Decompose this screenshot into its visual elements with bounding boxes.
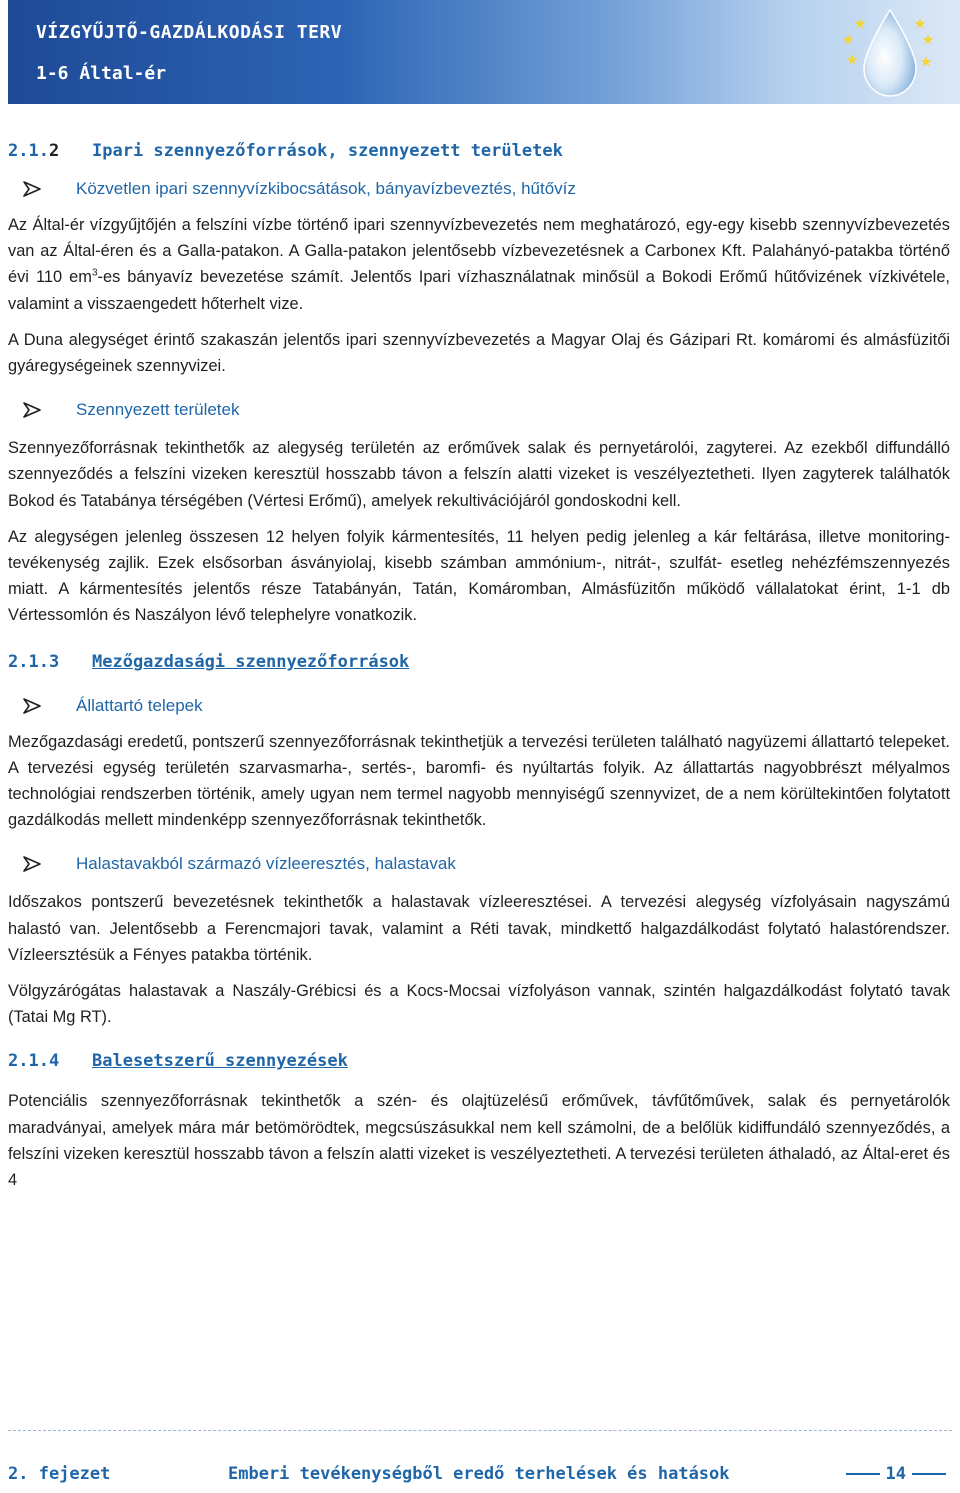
- section-2-1-3-number: 2.1.3: [8, 651, 60, 672]
- arrow-bullet-icon: [16, 399, 76, 421]
- arrow-bullet-icon: [16, 695, 76, 717]
- subheading-livestock-title: Állattartó telepek: [76, 695, 203, 715]
- paragraph-livestock: Mezőgazdasági eredetű, pontszerű szennyezőforrásnak tekinthetjük a tervezési területen található nagyüzemi állattartó telepeket. A tervezési egység területén szarvasmarha-, sertés-, baromfi- és nyúltartás folyik. Az állattartás nagyobbrészt mélyalmos technológiai rendszerben történik, amely ugyan nem termel nagyobb mennyiségű szennyvizet, de a nem körültekintően folytatott gazdálkodás mellett mindenképp szennyezőforrásnak tekinthetők.: [8, 732, 950, 830]
- subheading-contaminated-areas-title: Szennyezett területek: [76, 400, 240, 420]
- paragraph-accidental: Potenciális szennyezőforrásnak tekinthetők a szén- és olajtüzelésű erőművek, távfűtőművek, salak és pernyetárolók maradványai, amelyek mára már betömörödtek, megcsúszásukkal nem kell számolni, de a belőlük kidiffundáló szennyeződés, a felszíni vizeken keresztül hosszabb távon a felszín alatti vizeket is veszélyeztetheti. A tervezési területen áthaladó, az Által-eret és 4: [8, 1092, 950, 1190]
- superscript-3: 3: [91, 267, 98, 279]
- subheading-contaminated-areas: [16, 399, 950, 421]
- section-2-1-4-number: 2.1.4: [8, 1051, 60, 1072]
- paragraph-contaminated-2: Az alegységen jelenleg összesen 12 helyen folyik kármentesítés, 11 helyen pedig jelenleg a kár feltárása, illetve monitoring-tevékenység zajlik. Ezek elsősorban ásványiolaj, kisebb számban ammónium-, nitrát-, szulfát- esetleg nehézfémszennyezés miatt. A kármentesítés jelentős része Tatabányán, Tatán, Komáromban, Almásfüzitőn működő vállalatokat érint, 1-1 db Vértessomlón és Naszályon lévő telephelyre vonatkozik.: [8, 527, 950, 625]
- document-subtitle: 1-6 Által-ér: [36, 63, 167, 84]
- document-title: VÍZGYŰJTŐ-GAZDÁLKODÁSI TERV: [36, 22, 343, 43]
- page-footer: [8, 1464, 952, 1488]
- subheading-livestock: [16, 695, 950, 717]
- section-2-1-2-heading: [8, 140, 950, 162]
- document-header: [8, 0, 960, 104]
- eu-drop-logo-icon: [830, 4, 950, 100]
- paragraph-industrial-1-part2: -es bányavíz bevezetése számít. Jelentős Ipari vízhasználatnak minősül a Bokodi Erőmű hűtővizének vízkivétele, valamint a visszaengedett hőterhelt vize.: [8, 268, 950, 313]
- footer-title: Emberi tevékenységből eredő terhelések és hatások: [228, 1464, 730, 1484]
- section-2-1-4-heading: [8, 1050, 950, 1072]
- footer-chapter: 2. fejezet: [8, 1464, 111, 1484]
- section-number-part1: 2.1.: [8, 141, 49, 161]
- page-number: 14: [885, 1464, 906, 1484]
- arrow-bullet-icon: [16, 178, 76, 200]
- paragraph-fishponds-2: Völgyzárógátas halastavak a Naszály-Grébicsi és a Kocs-Mocsai vízfolyáson vannak, szintén halgazdálkodást folytató tavak (Tatai Mg RT).: [8, 982, 950, 1027]
- subheading-fishponds-title: Halastavakból származó vízleeresztés, halastavak: [76, 854, 456, 874]
- arrow-bullet-icon: [16, 853, 76, 875]
- paragraph-industrial-1-part1: Az Által-ér vízgyűjtőjén a felszíni vízbe történő ipari szennyvízbevezetés nem meghatározó, egy-egy kisebb szennyvízbevezetés van az Által-éren és a Galla-patakon. A Galla-patakon jelentősebb vízbevezetésnek a Carbonex Kft. Palahányó-patakba történő évi 110 em: [8, 216, 950, 287]
- footer-dash-right: [912, 1473, 946, 1475]
- paragraph-fishponds-1: Időszakos pontszerű bevezetésnek tekinthetők a halastavak vízleeresztései. A tervezési alegység vízfolyásain nagyszámú halastó van. Jelentősebb a Ferencmajori tavak, valamint a Réti tavak, mindkettő halgazdálkodást folytató halastórendszer. Vízleersztésük a Fényes patakba történik.: [8, 893, 950, 964]
- section-2-1-3-heading: [8, 651, 950, 673]
- subheading-direct-industrial: [16, 178, 950, 200]
- paragraph-contaminated-1: Szennyezőforrásnak tekinthetők az alegység területén az erőművek salak és pernyetárolói, zagyterei. Az ezekből diffundálló szennyeződés a felszíni vizeken keresztül hosszabb távon a felszín alatti vizeket is veszélyeztetheti. Ilyen zagyterek találhatók Bokod és Tatabánya térségében (Vértesi Erőmű), amelyek rekultivációjáról gondoskodni kell.: [8, 439, 950, 510]
- document-body: [8, 140, 950, 1203]
- footer-page-number: [840, 1464, 952, 1484]
- section-2-1-2-number: [8, 140, 92, 162]
- section-2-1-3-title: Mezőgazdasági szennyezőforrások: [92, 651, 410, 672]
- footer-dash-left: [846, 1473, 880, 1475]
- section-number-part2: 2: [48, 141, 60, 161]
- footer-divider: [8, 1430, 952, 1431]
- paragraph-industrial-2: A Duna alegységet érintő szakaszán jelentős ipari szennyvízbevezetés a Magyar Olaj és Gázipari Rt. komáromi és almásfüzitői gyáregységeinek szennyvizei.: [8, 330, 950, 376]
- section-2-1-4-title: Balesetszerű szennyezések: [92, 1051, 348, 1072]
- paragraph-industrial-1: [8, 212, 950, 317]
- section-2-1-2-title: Ipari szennyezőforrások, szennyezett területek: [92, 141, 563, 161]
- subheading-direct-industrial-title: Közvetlen ipari szennyvízkibocsátások, bányavízbeveztés, hűtővíz: [76, 179, 576, 198]
- subheading-fishponds: [16, 853, 950, 875]
